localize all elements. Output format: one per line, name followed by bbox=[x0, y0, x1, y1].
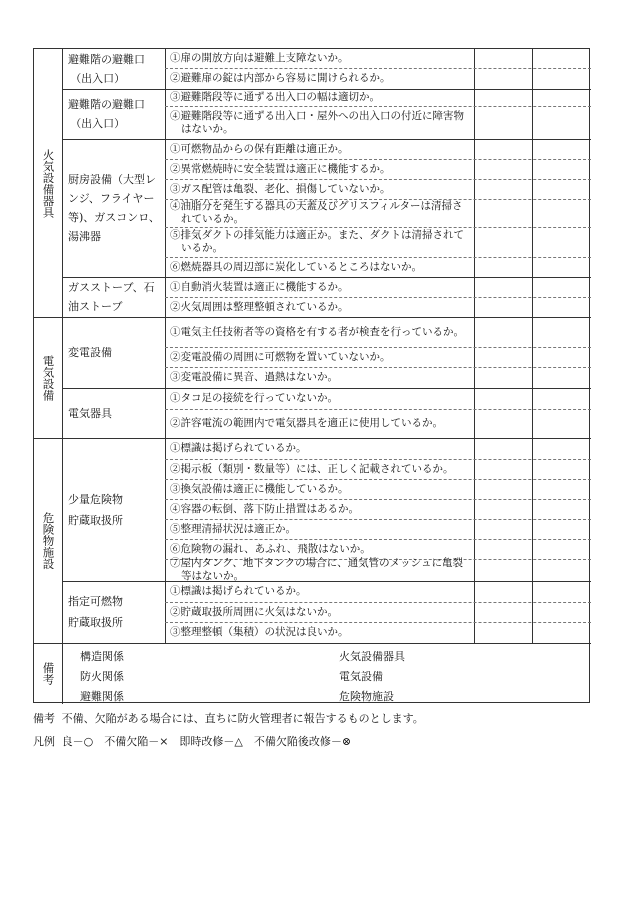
subcategory-label bbox=[68, 139, 164, 277]
check-item-text: ⑤整理清掃状況は適正か。 bbox=[170, 522, 296, 535]
check-item-text: ⑥燃焼器具の周辺部に炭化しているところはないか。 bbox=[170, 260, 422, 273]
subcategory-line: 湯沸器 bbox=[68, 230, 101, 243]
check-item bbox=[170, 602, 472, 622]
check-item-text: ⑦屋内タンク、地下タンクの場合に、通気管のメッシュに亀裂等はないか。 bbox=[170, 557, 463, 582]
remarks-label: 備考 bbox=[41, 662, 56, 685]
category-label: 危険物施設 bbox=[41, 511, 56, 570]
check-item-text: ②許容電流の範囲内で電気器具を適正に使用しているか。 bbox=[170, 417, 443, 429]
check-item bbox=[170, 388, 472, 409]
subcategory-label bbox=[68, 438, 164, 581]
check-item bbox=[170, 438, 472, 459]
remarks-entry: 電気設備 bbox=[339, 670, 383, 683]
remarks-entry: 危険物施設 bbox=[339, 690, 394, 703]
subcategory-line: 変電設備 bbox=[68, 346, 112, 359]
check-item-text: ①タコ足の接続を行っていないか。 bbox=[170, 392, 338, 404]
check-item-text: ②火気周囲は整理整頓されているか。 bbox=[170, 300, 349, 313]
check-item-text: ③ガス配管は亀裂、老化、損傷していないか。 bbox=[170, 182, 391, 195]
check-item-text: ①自動消火装置は適正に機能するか。 bbox=[170, 280, 349, 293]
section-divider bbox=[34, 643, 591, 644]
check-item-text: ②掲示板（類別・数量等）には、正しく記載されているか。 bbox=[170, 462, 454, 475]
check-item-text: ③変電設備に異音、過熱はないか。 bbox=[170, 371, 338, 383]
check-item-text: ②貯蔵取扱所周囲に火気はないか。 bbox=[170, 605, 338, 618]
footer-legend bbox=[33, 735, 351, 749]
footer-note-text: 不備、欠陥がある場合には、直ちに防火管理者に報告するものとします。 bbox=[61, 712, 424, 725]
check-item bbox=[170, 409, 472, 438]
subcategory-line: 避難階の避難口 bbox=[68, 98, 145, 111]
subcategory-line: 貯蔵取扱所 bbox=[68, 616, 123, 629]
check-item-text: ④避難階段等に通ずる出入口・屋外への出入口の付近に障害物はないか。 bbox=[170, 109, 464, 135]
column-divider bbox=[62, 49, 63, 704]
subcategory-label bbox=[68, 49, 164, 89]
check-item bbox=[170, 347, 472, 367]
subcategory-label bbox=[68, 89, 164, 139]
footer-legend-label: 凡例 bbox=[33, 735, 55, 748]
subcategory-label bbox=[68, 317, 164, 388]
check-item bbox=[170, 159, 472, 179]
inspection-checklist-table bbox=[33, 48, 590, 703]
subcategory-label bbox=[68, 388, 164, 438]
check-item bbox=[170, 139, 472, 159]
subcategory-line: ンジ、フライヤー bbox=[68, 192, 155, 205]
check-item bbox=[170, 297, 472, 317]
footer-legend-text: 良－○ 不備欠陥－× 即時改修－△ 不備欠陥後改修－⊗ bbox=[61, 735, 352, 748]
remarks-right-list bbox=[339, 647, 405, 707]
check-item bbox=[170, 277, 472, 297]
subcategory-line: 指定可燃物 bbox=[68, 595, 123, 608]
check-item-text: ⑥危険物の漏れ、あふれ、飛散はないか。 bbox=[170, 542, 371, 555]
subcategory-line: 油ストーブ bbox=[68, 300, 123, 313]
subcategory-line: 貯蔵取扱所 bbox=[68, 513, 123, 527]
subcategory-line: 避難階の避難口 bbox=[68, 53, 145, 66]
subcategory-line: 電気器具 bbox=[68, 406, 112, 420]
subcategory-line: 厨房設備（大型レ bbox=[68, 173, 156, 186]
subcategory-line: （出入口） bbox=[70, 72, 126, 85]
check-item bbox=[170, 179, 472, 199]
remarks-entry: 構造関係 bbox=[80, 650, 124, 663]
check-item-text: ③換気設備は適正に機能しているか。 bbox=[170, 482, 349, 495]
check-item-text: ②変電設備の周囲に可燃物を置いていないか。 bbox=[170, 350, 391, 363]
check-item-text: ③避難階段等に通ずる出入口の幅は適切か。 bbox=[170, 91, 380, 103]
check-item-text: ①可燃物品からの保有距離は適正か。 bbox=[170, 142, 349, 155]
check-item bbox=[170, 539, 472, 559]
check-item bbox=[170, 106, 472, 139]
check-item bbox=[170, 559, 472, 581]
check-item-text: ⑤排気ダクトの排気能力は適正か。また、ダクトは清掃されているか。 bbox=[170, 229, 464, 254]
check-item bbox=[170, 519, 472, 539]
remarks-entry: 火気設備器具 bbox=[339, 650, 405, 663]
check-item bbox=[170, 199, 472, 227]
check-item-text: ①扉の開放方向は避難上支障ないか。 bbox=[170, 52, 349, 64]
subcategory-line: 少量危険物 bbox=[68, 492, 123, 506]
check-item bbox=[170, 68, 472, 89]
remarks-entry: 避難関係 bbox=[80, 690, 124, 703]
subcategory-line: 等)、ガスコンロ、 bbox=[68, 211, 160, 224]
check-item-text: ②避難扉の錠は内部から容易に開けられるか。 bbox=[170, 72, 391, 84]
check-item bbox=[170, 367, 472, 388]
subcategory-label bbox=[68, 581, 164, 643]
category-label: 電気設備 bbox=[41, 354, 56, 401]
subcategory-line: ガスストーブ、石 bbox=[68, 281, 155, 294]
subcategory-line: （出入口） bbox=[70, 117, 126, 130]
check-item-text: ④容器の転倒、落下防止措置はあるか。 bbox=[170, 502, 359, 515]
check-item-text: ①標識は掲げられているか。 bbox=[170, 585, 307, 597]
footer-note bbox=[33, 712, 424, 726]
check-item bbox=[170, 581, 472, 602]
subcategory-label bbox=[68, 277, 164, 317]
check-item bbox=[170, 257, 472, 277]
remarks-entry: 防火関係 bbox=[80, 670, 124, 683]
remarks-left-list bbox=[80, 647, 124, 707]
footer-note-label: 備考 bbox=[33, 712, 55, 725]
check-item bbox=[170, 89, 472, 106]
check-item-text: ③整理整頓（集積）の状況は良いか。 bbox=[170, 626, 349, 638]
check-item bbox=[170, 459, 472, 479]
check-item bbox=[170, 499, 472, 519]
check-item bbox=[170, 622, 472, 643]
check-item-text: ②異常燃焼時に安全装置は適正に機能するか。 bbox=[170, 162, 391, 175]
check-item bbox=[170, 227, 472, 257]
check-item-text: ①標識は掲げられているか。 bbox=[170, 442, 307, 454]
check-item bbox=[170, 49, 472, 68]
check-item-text: ①電気主任技術者等の資格を有する者が検査を行っているか。 bbox=[170, 325, 464, 338]
check-item bbox=[170, 317, 472, 347]
check-item bbox=[170, 479, 472, 499]
check-item-text: ④油脂分を発生する器具の天蓋及びグリスフィルターは清掃されているか。 bbox=[170, 200, 463, 225]
category-label: 火気設備器具 bbox=[41, 148, 56, 218]
